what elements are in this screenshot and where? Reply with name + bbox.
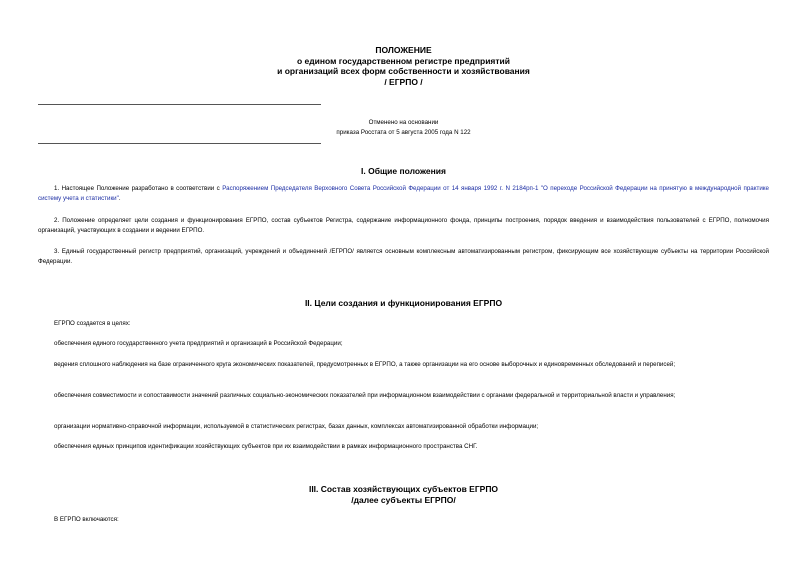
cancellation-line: Отменено на основании bbox=[368, 119, 439, 126]
title-line: / ЕГРПО / bbox=[384, 76, 423, 87]
paragraph-2: 2. Положение определяет цели создания и функционирования ЕГРПО, состав субъектов Регистра, содержание информационного фонда, принципы построения, порядок введения и взаимодействия пользователей с ЕГРПО, полномочия организаций, участвующих в создании и ведении ЕГРПО. bbox=[38, 217, 769, 234]
section-heading: I. Общие положения bbox=[361, 166, 446, 176]
title-line: о едином государственном регистре предприятий bbox=[297, 55, 510, 66]
section-heading-line: III. Состав хозяйствующих субъектов ЕГРПО bbox=[308, 484, 499, 494]
section-heading: II. Цели создания и функционирования ЕГРПО bbox=[304, 298, 503, 308]
cancellation-line: приказа Росстата от 5 августа 2005 года N 122 bbox=[336, 129, 471, 136]
divider-bottom bbox=[38, 143, 321, 144]
section-heading bbox=[0, 484, 807, 505]
decree-link[interactable]: Распоряжением Председателя Верховного Совета Российской Федерации от 14 января 1992 г. N 2184рп-1 "О переходе Российской Федерации на принятую в международной практике систему учета и статистики" bbox=[38, 185, 769, 202]
list-item: организации нормативно-справочной информации, используемой в статистических регистрах, базах данных, комплексах автоматизированной обработки информации; bbox=[54, 423, 539, 430]
title-line: и организаций всех форм собственности и хозяйствования bbox=[277, 66, 530, 76]
list-item: обеспечения совместимости и сопоставимости значений различных социально-экономических показателей при информационном взаимодействии с органами федеральной и территориальной власти и управления; bbox=[54, 392, 676, 399]
paragraph-text: 1. Настоящее Положение разработано в соответствии с bbox=[54, 185, 223, 192]
paragraph-1 bbox=[38, 184, 769, 204]
cancellation-note bbox=[220, 118, 587, 138]
list-item: обеспечения единого государственного учета предприятий и организаций в Российской Федерации; bbox=[54, 340, 343, 347]
section-intro: ЕГРПО создается в целях: bbox=[54, 320, 131, 327]
title-line: ПОЛОЖЕНИЕ bbox=[375, 45, 432, 55]
section-intro: В ЕГРПО включаются: bbox=[54, 516, 119, 523]
paragraph-text: . bbox=[118, 194, 121, 202]
list-item: обеспечения единых принципов идентификации хозяйствующих субъектов при их взаимодействии в рамках информационного пространства СНГ. bbox=[54, 443, 478, 450]
divider-top bbox=[38, 104, 321, 105]
document-title bbox=[0, 45, 807, 87]
paragraph-3: 3. Единый государственный регистр предприятий, организаций, учреждений и объединений /ЕГРПО/ является основным комплексным автоматизированным регистром, фиксирующим все хозяйствующие субъекты на территории Российской Федерации. bbox=[38, 248, 769, 265]
section-heading-line: /далее субъекты ЕГРПО/ bbox=[351, 494, 456, 505]
list-item: ведения сплошного наблюдения на базе ограниченного круга экономических показателей, предусмотренных в ЕГРПО, а также организации на его основе выборочных и единовременных обследований и переписей; bbox=[54, 361, 676, 368]
